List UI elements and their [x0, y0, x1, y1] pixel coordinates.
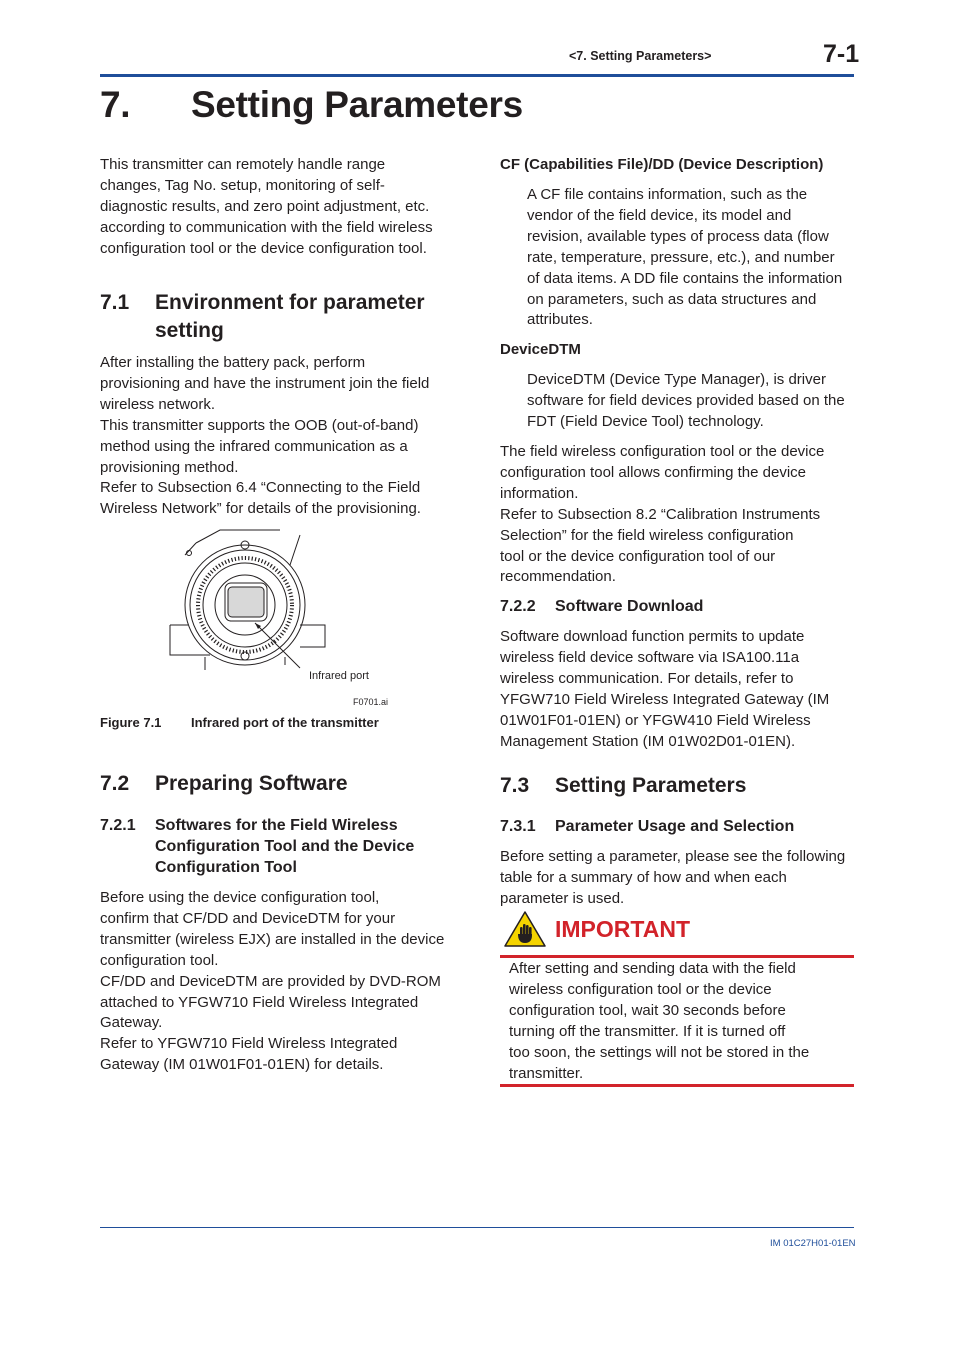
figure-file-name: F0701.ai	[353, 697, 389, 707]
running-header: <7. Setting Parameters>	[569, 49, 712, 63]
important-bottom-rule	[500, 1084, 854, 1087]
section-number: 7.1	[100, 291, 130, 314]
cfdd-body: A CF file contains information, such as the vendor of the field device, its model and revision, available types of process data (flow rate, temperature, pressure, etc.), and number of data items. A DD file contains the information on parameters, such as data structures and attributes.	[527, 186, 843, 329]
subsection-7-3-1-heading	[500, 816, 854, 837]
chapter-title-text: Setting Parameters	[191, 84, 523, 125]
warning-hand-icon	[503, 910, 547, 948]
subsection-7-2-2-heading	[500, 596, 854, 617]
confirm-paragraph: The field wireless configuration tool or the device configuration tool allows confirming the device information. Refer to Subsection 8.2 “Calibration Instruments Selection” for the field wireless configuration tool or the device configuration tool of our recommendation.	[500, 443, 825, 586]
subsection-number: 7.3.1	[500, 818, 536, 835]
subsection-7-3-1-body: Before setting a parameter, please see the following table for a summary of how and when each parameter is used.	[500, 848, 846, 907]
section-title: Setting Parameters	[555, 774, 747, 797]
section-7-3-heading	[500, 772, 854, 800]
subsection-title: Software Download	[555, 598, 704, 615]
important-top-rule	[500, 955, 854, 958]
page-number: 7-1	[823, 40, 860, 68]
transmitter-drawing	[160, 525, 420, 715]
subsection-number: 7.2.2	[500, 598, 536, 615]
subsection-7-2-2-body: Software download function permits to update wireless field device software via ISA100.11a wireless communication. For details, refer to YFGW710 Field Wireless Integrated Gateway (IM 01W01F01-01EN) or YFGW410 Field Wireless Management Station (IM 01W02D01-01EN).	[500, 628, 830, 750]
cfdd-title: CF (Capabilities File)/DD (Device Description)	[500, 156, 824, 173]
document-number: IM 01C27H01-01EN	[770, 1238, 856, 1249]
subsection-title: Softwares for the Field Wireless Configuration Tool and the Device Configuration Tool	[155, 817, 415, 876]
section-title: Environment for parameter setting	[155, 291, 425, 342]
section-title: Preparing Software	[155, 772, 348, 795]
chapter-number: 7.	[100, 84, 131, 125]
figure-label-infrared-port: Infrared port	[309, 670, 369, 682]
subsection-7-2-1-heading	[100, 815, 460, 878]
devicedtm-title: DeviceDTM	[500, 341, 581, 358]
important-title: IMPORTANT	[555, 916, 691, 942]
figure-caption-number: Figure 7.1	[100, 715, 162, 730]
section-number: 7.2	[100, 772, 130, 795]
section-number: 7.3	[500, 774, 530, 797]
important-body: After setting and sending data with the field wireless configuration tool or the device configuration tool, wait 30 seconds before turning off the transmitter. If it is turned off too soon, the settings will not be stored in the transmitter.	[509, 960, 810, 1082]
devicedtm-body: DeviceDTM (Device Type Manager), is driver software for field devices provided based on the FDT (Field Device Tool) technology.	[527, 371, 845, 430]
section-7-1-heading	[100, 289, 460, 345]
section-7-1-body: After installing the battery pack, perform provisioning and have the instrument join the field wireless network. This transmitter supports the OOB (out-of-band) method using the infrared communication as a provisioning method. Refer to Subsection 6.4 “Connecting to the Field Wireless Network” for details of the provisioning.	[100, 354, 430, 518]
header-rule	[100, 74, 854, 77]
intro-paragraph: This transmitter can remotely handle range changes, Tag No. setup, monitoring of self- diagnostic results, and zero point adjustment, etc. according to communication with the field wireless configuration tool or the device configuration tool.	[100, 156, 433, 257]
subsection-number: 7.2.1	[100, 817, 136, 834]
section-7-2-heading	[100, 770, 460, 798]
figure-7-1	[160, 525, 420, 715]
chapter-title	[100, 84, 523, 126]
figure-caption-text: Infrared port of the transmitter	[191, 715, 379, 730]
footer-rule	[100, 1227, 854, 1228]
subsection-title: Parameter Usage and Selection	[555, 818, 795, 835]
subsection-7-2-1-body: Before using the device configuration tool, confirm that CF/DD and DeviceDTM for your transmitter (wireless EJX) are installed in the device configuration tool. CF/DD and DeviceDTM are provided by DVD-ROM attached to YFGW710 Field Wireless Integrated Gateway. Refer to YFGW710 Field Wireless Integrated Gateway (IM 01W01F01-01EN) for details.	[100, 889, 445, 1074]
